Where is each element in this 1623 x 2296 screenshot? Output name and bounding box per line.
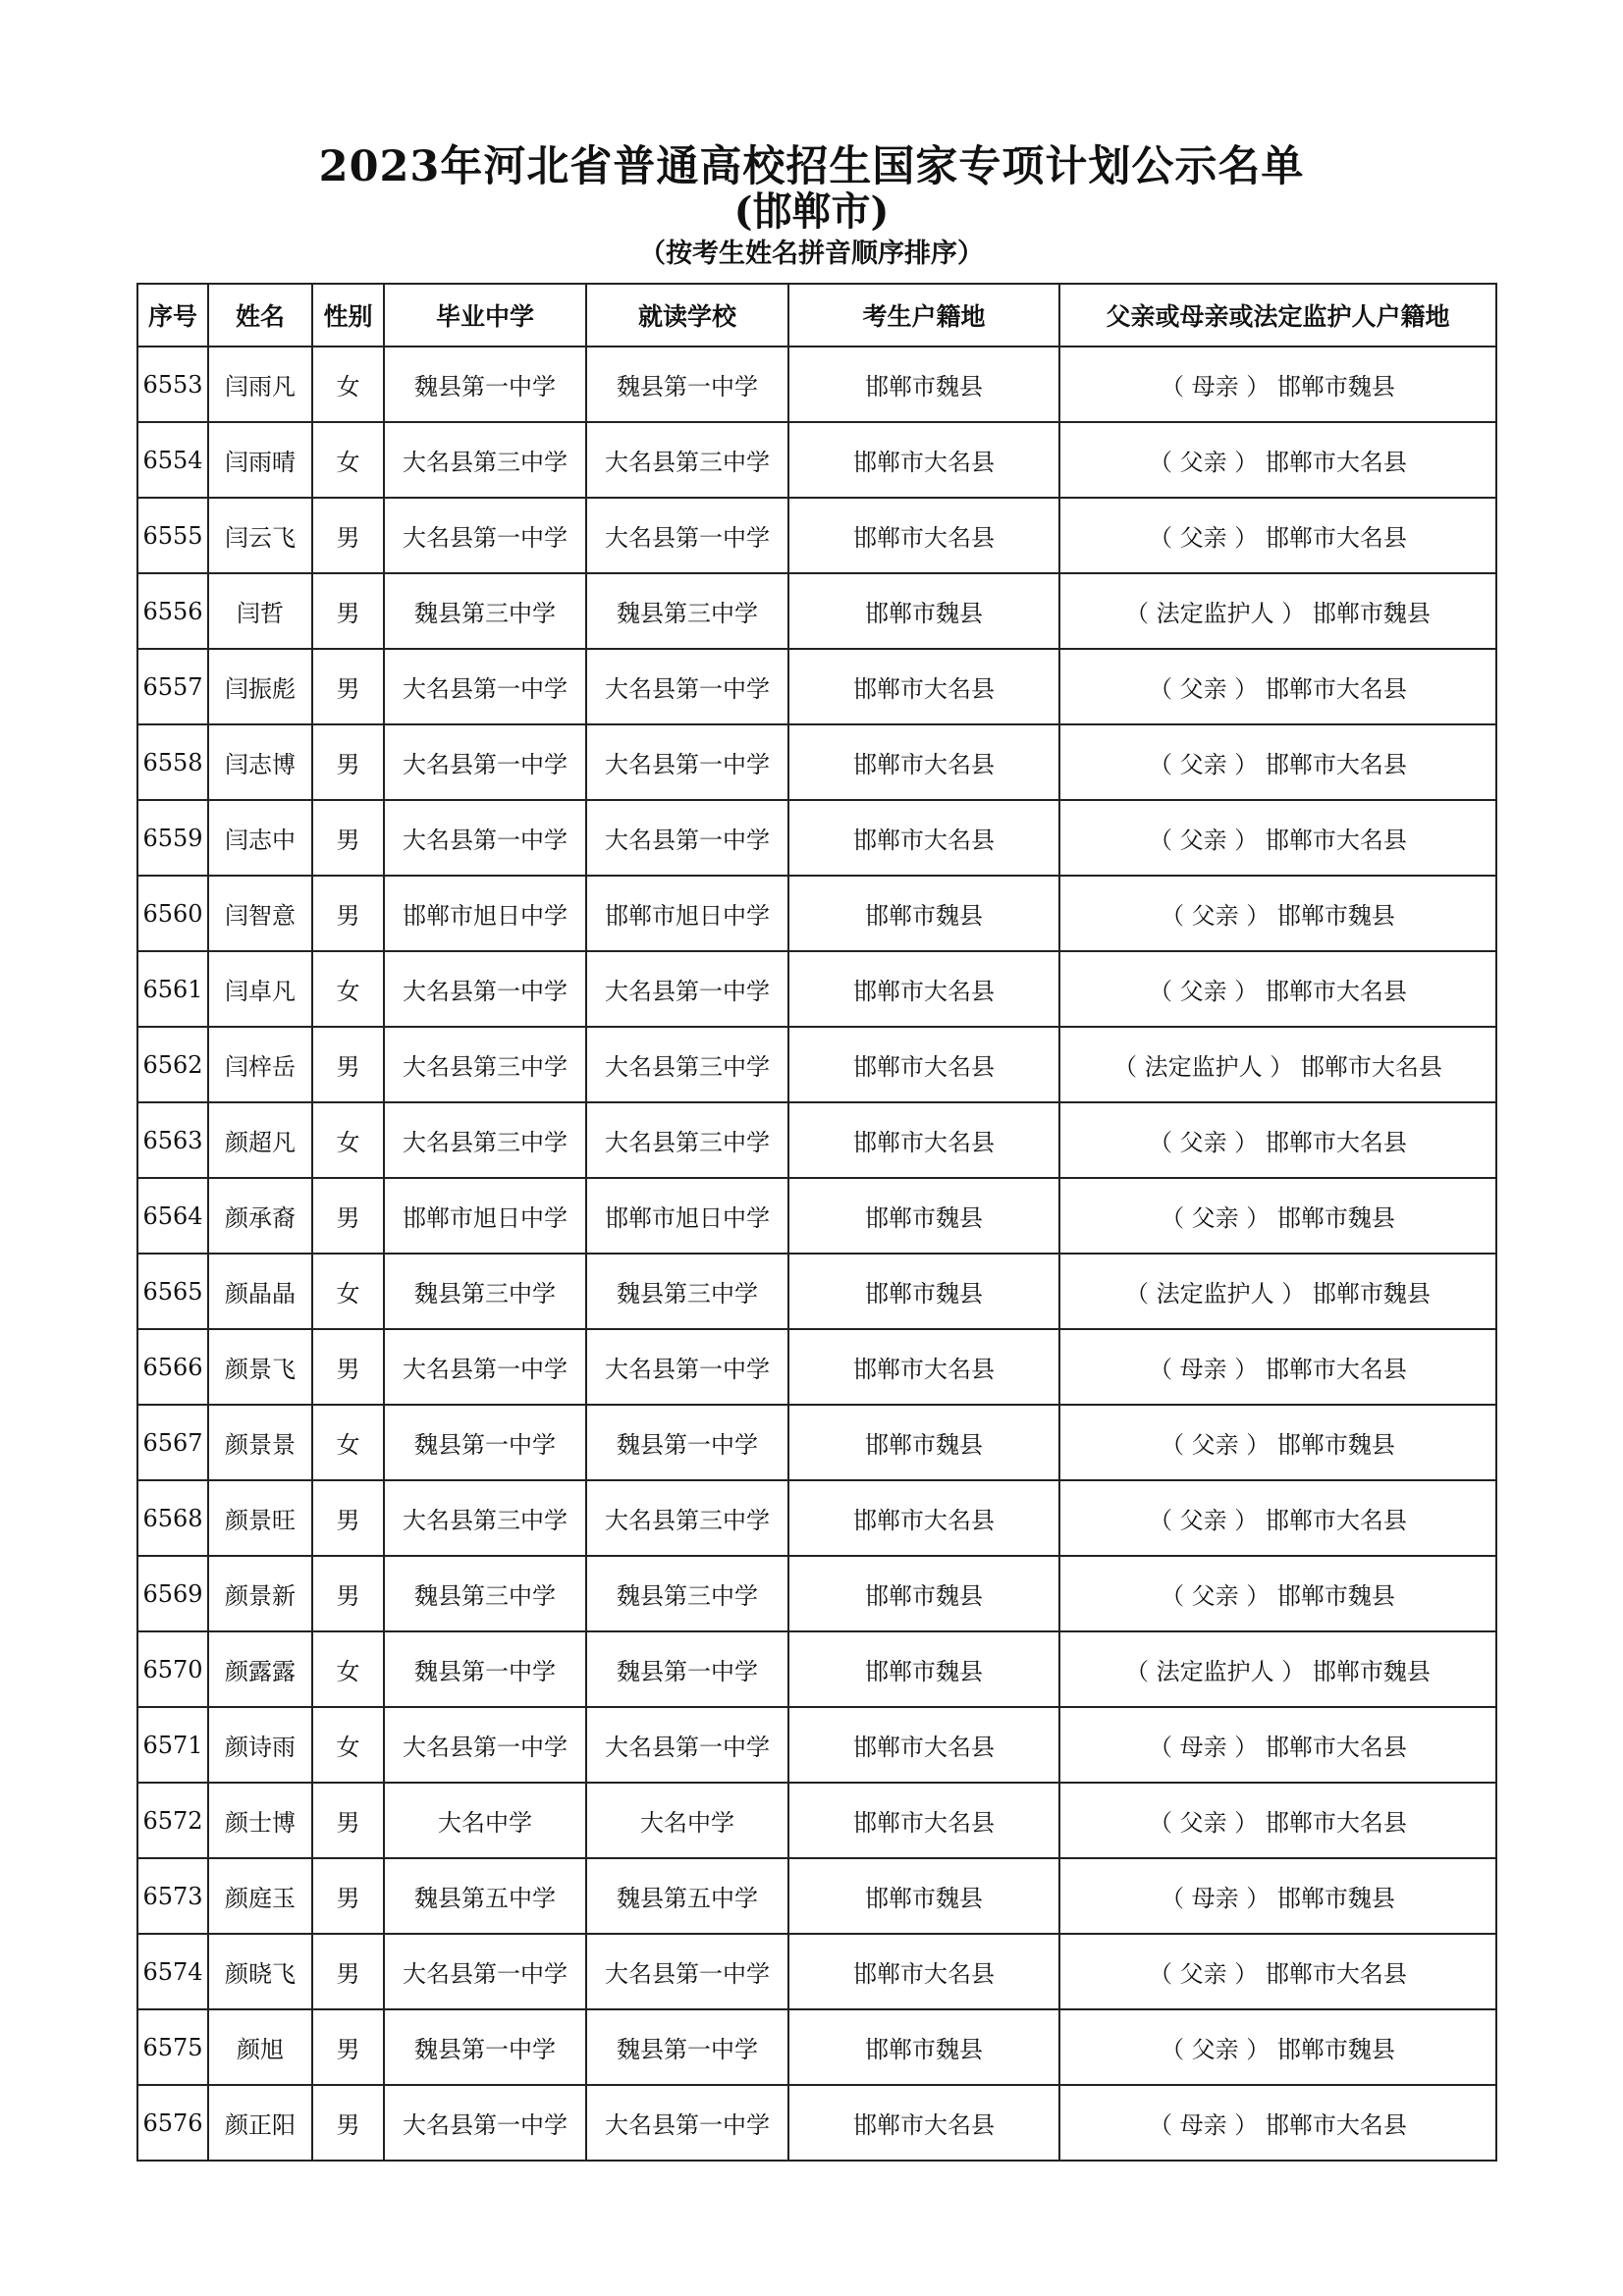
cell-student-hukou: 邯郸市魏县: [788, 347, 1059, 422]
cell-current-school: 魏县第三中学: [586, 1254, 788, 1329]
cell-seq: 6561: [137, 951, 208, 1027]
table-row: [137, 1556, 1496, 1631]
cell-seq: 6574: [137, 1934, 208, 2009]
cell-gender: 男: [312, 498, 384, 573]
cell-gender: 男: [312, 1329, 384, 1405]
cell-graduation-school: 魏县第一中学: [384, 1631, 586, 1707]
cell-name: 颜晶晶: [208, 1254, 312, 1329]
cell-gender: 女: [312, 1102, 384, 1178]
cell-guardian-hukou: （ 母亲 ） 邯郸市魏县: [1059, 1858, 1496, 1934]
table-row: [137, 800, 1496, 876]
table-row: [137, 2009, 1496, 2085]
table-row: [137, 573, 1496, 649]
cell-student-hukou: 邯郸市大名县: [788, 649, 1059, 724]
table-row: [137, 1102, 1496, 1178]
cell-seq: 6572: [137, 1783, 208, 1858]
cell-gender: 女: [312, 951, 384, 1027]
cell-guardian-hukou: （ 父亲 ） 邯郸市大名县: [1059, 1480, 1496, 1556]
cell-current-school: 大名县第一中学: [586, 498, 788, 573]
cell-name: 颜景旺: [208, 1480, 312, 1556]
cell-name: 闫志博: [208, 724, 312, 800]
cell-student-hukou: 邯郸市大名县: [788, 1027, 1059, 1102]
cell-seq: 6554: [137, 422, 208, 498]
cell-graduation-school: 大名县第一中学: [384, 649, 586, 724]
column-header-gender: 性别: [312, 284, 384, 347]
cell-name: 闫梓岳: [208, 1027, 312, 1102]
table-row: [137, 1329, 1496, 1405]
cell-seq: 6569: [137, 1556, 208, 1631]
cell-seq: 6575: [137, 2009, 208, 2085]
cell-name: 闫雨凡: [208, 347, 312, 422]
cell-gender: 女: [312, 1631, 384, 1707]
cell-student-hukou: 邯郸市大名县: [788, 800, 1059, 876]
column-header-seq: 序号: [137, 284, 208, 347]
table-row: [137, 1178, 1496, 1254]
cell-current-school: 大名县第一中学: [586, 800, 788, 876]
cell-guardian-hukou: （ 父亲 ） 邯郸市大名县: [1059, 1934, 1496, 2009]
cell-student-hukou: 邯郸市大名县: [788, 1480, 1059, 1556]
cell-gender: 男: [312, 1783, 384, 1858]
table-row: [137, 649, 1496, 724]
cell-student-hukou: 邯郸市魏县: [788, 1254, 1059, 1329]
cell-current-school: 魏县第五中学: [586, 1858, 788, 1934]
cell-gender: 男: [312, 573, 384, 649]
table-row: [137, 347, 1496, 422]
column-header-current-school: 就读学校: [586, 284, 788, 347]
cell-graduation-school: 魏县第一中学: [384, 347, 586, 422]
cell-name: 颜士博: [208, 1783, 312, 1858]
cell-guardian-hukou: （ 父亲 ） 邯郸市魏县: [1059, 2009, 1496, 2085]
column-header-graduation-school: 毕业中学: [384, 284, 586, 347]
cell-name: 闫云飞: [208, 498, 312, 573]
cell-name: 颜景景: [208, 1405, 312, 1480]
cell-student-hukou: 邯郸市大名县: [788, 498, 1059, 573]
cell-guardian-hukou: （ 母亲 ） 邯郸市魏县: [1059, 347, 1496, 422]
cell-guardian-hukou: （ 法定监护人 ） 邯郸市魏县: [1059, 1631, 1496, 1707]
cell-current-school: 大名县第一中学: [586, 1934, 788, 2009]
cell-guardian-hukou: （ 父亲 ） 邯郸市魏县: [1059, 1178, 1496, 1254]
cell-seq: 6565: [137, 1254, 208, 1329]
cell-graduation-school: 大名县第一中学: [384, 1707, 586, 1783]
cell-guardian-hukou: （ 法定监护人 ） 邯郸市大名县: [1059, 1027, 1496, 1102]
cell-student-hukou: 邯郸市大名县: [788, 724, 1059, 800]
cell-guardian-hukou: （ 父亲 ） 邯郸市大名县: [1059, 951, 1496, 1027]
cell-name: 颜景飞: [208, 1329, 312, 1405]
cell-name: 颜超凡: [208, 1102, 312, 1178]
cell-seq: 6567: [137, 1405, 208, 1480]
cell-gender: 男: [312, 1480, 384, 1556]
cell-guardian-hukou: （ 父亲 ） 邯郸市大名县: [1059, 498, 1496, 573]
cell-student-hukou: 邯郸市魏县: [788, 1405, 1059, 1480]
cell-seq: 6562: [137, 1027, 208, 1102]
cell-seq: 6563: [137, 1102, 208, 1178]
cell-seq: 6560: [137, 876, 208, 951]
cell-current-school: 大名县第三中学: [586, 422, 788, 498]
cell-current-school: 大名县第一中学: [586, 1329, 788, 1405]
cell-seq: 6556: [137, 573, 208, 649]
cell-current-school: 大名县第三中学: [586, 1102, 788, 1178]
cell-graduation-school: 大名县第一中学: [384, 2085, 586, 2161]
cell-guardian-hukou: （ 法定监护人 ） 邯郸市魏县: [1059, 1254, 1496, 1329]
cell-guardian-hukou: （ 父亲 ） 邯郸市魏县: [1059, 1556, 1496, 1631]
table-row: [137, 1707, 1496, 1783]
cell-gender: 女: [312, 1405, 384, 1480]
column-header-student-hukou: 考生户籍地: [788, 284, 1059, 347]
cell-guardian-hukou: （ 父亲 ） 邯郸市大名县: [1059, 649, 1496, 724]
cell-graduation-school: 魏县第五中学: [384, 1858, 586, 1934]
column-header-name: 姓名: [208, 284, 312, 347]
cell-name: 颜诗雨: [208, 1707, 312, 1783]
cell-student-hukou: 邯郸市魏县: [788, 876, 1059, 951]
cell-gender: 女: [312, 347, 384, 422]
cell-graduation-school: 大名县第三中学: [384, 1102, 586, 1178]
cell-seq: 6558: [137, 724, 208, 800]
cell-guardian-hukou: （ 母亲 ） 邯郸市大名县: [1059, 1707, 1496, 1783]
cell-gender: 男: [312, 876, 384, 951]
cell-graduation-school: 大名县第三中学: [384, 422, 586, 498]
cell-student-hukou: 邯郸市大名县: [788, 1102, 1059, 1178]
cell-current-school: 魏县第一中学: [586, 1631, 788, 1707]
cell-guardian-hukou: （ 父亲 ） 邯郸市大名县: [1059, 1102, 1496, 1178]
cell-name: 闫智意: [208, 876, 312, 951]
cell-current-school: 大名县第一中学: [586, 649, 788, 724]
cell-current-school: 魏县第一中学: [586, 347, 788, 422]
cell-seq: 6555: [137, 498, 208, 573]
cell-graduation-school: 大名县第一中学: [384, 800, 586, 876]
cell-seq: 6571: [137, 1707, 208, 1783]
cell-name: 闫振彪: [208, 649, 312, 724]
cell-graduation-school: 大名县第一中学: [384, 724, 586, 800]
cell-graduation-school: 魏县第三中学: [384, 1556, 586, 1631]
cell-name: 颜景新: [208, 1556, 312, 1631]
cell-current-school: 大名县第三中学: [586, 1027, 788, 1102]
cell-current-school: 邯郸市旭日中学: [586, 1178, 788, 1254]
cell-graduation-school: 大名县第一中学: [384, 951, 586, 1027]
cell-guardian-hukou: （ 父亲 ） 邯郸市大名县: [1059, 724, 1496, 800]
cell-name: 闫雨晴: [208, 422, 312, 498]
page-subtitle: (邯郸市): [733, 188, 890, 235]
cell-student-hukou: 邯郸市大名县: [788, 951, 1059, 1027]
cell-guardian-hukou: （ 父亲 ） 邯郸市魏县: [1059, 876, 1496, 951]
cell-name: 颜晓飞: [208, 1934, 312, 2009]
cell-graduation-school: 魏县第一中学: [384, 1405, 586, 1480]
cell-graduation-school: 大名县第三中学: [384, 1027, 586, 1102]
cell-current-school: 大名中学: [586, 1783, 788, 1858]
cell-current-school: 魏县第一中学: [586, 2009, 788, 2085]
table-row: [137, 1405, 1496, 1480]
cell-student-hukou: 邯郸市魏县: [788, 2009, 1059, 2085]
table-row: [137, 1783, 1496, 1858]
cell-name: 颜露露: [208, 1631, 312, 1707]
cell-gender: 男: [312, 724, 384, 800]
cell-gender: 男: [312, 2085, 384, 2161]
cell-current-school: 魏县第一中学: [586, 1405, 788, 1480]
cell-graduation-school: 大名县第三中学: [384, 1480, 586, 1556]
cell-student-hukou: 邯郸市大名县: [788, 1934, 1059, 2009]
cell-name: 闫卓凡: [208, 951, 312, 1027]
cell-guardian-hukou: （ 父亲 ） 邯郸市大名县: [1059, 800, 1496, 876]
cell-seq: 6553: [137, 347, 208, 422]
cell-guardian-hukou: （ 法定监护人 ） 邯郸市魏县: [1059, 573, 1496, 649]
cell-graduation-school: 魏县第三中学: [384, 573, 586, 649]
cell-student-hukou: 邯郸市大名县: [788, 1707, 1059, 1783]
cell-student-hukou: 邯郸市大名县: [788, 1329, 1059, 1405]
cell-seq: 6559: [137, 800, 208, 876]
cell-graduation-school: 魏县第一中学: [384, 2009, 586, 2085]
cell-student-hukou: 邯郸市魏县: [788, 573, 1059, 649]
cell-seq: 6566: [137, 1329, 208, 1405]
cell-gender: 男: [312, 1027, 384, 1102]
cell-graduation-school: 邯郸市旭日中学: [384, 1178, 586, 1254]
cell-gender: 男: [312, 649, 384, 724]
cell-guardian-hukou: （ 母亲 ） 邯郸市大名县: [1059, 2085, 1496, 2161]
cell-graduation-school: 魏县第三中学: [384, 1254, 586, 1329]
cell-graduation-school: 大名县第一中学: [384, 498, 586, 573]
cell-name: 颜正阳: [208, 2085, 312, 2161]
cell-current-school: 大名县第一中学: [586, 951, 788, 1027]
cell-name: 颜旭: [208, 2009, 312, 2085]
roster-table: [136, 283, 1497, 2162]
column-header-guardian-hukou: 父亲或母亲或法定监护人户籍地: [1059, 284, 1496, 347]
cell-seq: 6570: [137, 1631, 208, 1707]
cell-gender: 男: [312, 1178, 384, 1254]
cell-seq: 6576: [137, 2085, 208, 2161]
table-body: [137, 347, 1496, 2161]
cell-graduation-school: 大名县第一中学: [384, 1934, 586, 2009]
cell-gender: 男: [312, 800, 384, 876]
cell-guardian-hukou: （ 母亲 ） 邯郸市大名县: [1059, 1329, 1496, 1405]
cell-current-school: 大名县第一中学: [586, 1707, 788, 1783]
cell-current-school: 邯郸市旭日中学: [586, 876, 788, 951]
table-row: [137, 876, 1496, 951]
cell-seq: 6568: [137, 1480, 208, 1556]
table-row: [137, 1858, 1496, 1934]
cell-current-school: 大名县第一中学: [586, 2085, 788, 2161]
cell-guardian-hukou: （ 父亲 ） 邯郸市大名县: [1059, 1783, 1496, 1858]
cell-current-school: 魏县第三中学: [586, 573, 788, 649]
cell-name: 闫志中: [208, 800, 312, 876]
table-row: [137, 951, 1496, 1027]
cell-student-hukou: 邯郸市魏县: [788, 1556, 1059, 1631]
cell-student-hukou: 邯郸市魏县: [788, 1178, 1059, 1254]
cell-student-hukou: 邯郸市大名县: [788, 1783, 1059, 1858]
cell-gender: 男: [312, 1858, 384, 1934]
cell-current-school: 魏县第三中学: [586, 1556, 788, 1631]
cell-gender: 女: [312, 422, 384, 498]
cell-student-hukou: 邯郸市大名县: [788, 422, 1059, 498]
cell-gender: 男: [312, 1934, 384, 2009]
cell-gender: 男: [312, 1556, 384, 1631]
cell-gender: 男: [312, 2009, 384, 2085]
cell-name: 闫哲: [208, 573, 312, 649]
cell-student-hukou: 邯郸市魏县: [788, 1858, 1059, 1934]
page-title: 2023年河北省普通高校招生国家专项计划公示名单: [318, 142, 1305, 191]
cell-graduation-school: 邯郸市旭日中学: [384, 876, 586, 951]
table-row: [137, 1480, 1496, 1556]
table-row: [137, 724, 1496, 800]
table-header-row: [137, 284, 1496, 347]
cell-current-school: 大名县第一中学: [586, 724, 788, 800]
cell-name: 颜庭玉: [208, 1858, 312, 1934]
cell-seq: 6557: [137, 649, 208, 724]
table-row: [137, 2085, 1496, 2161]
cell-student-hukou: 邯郸市魏县: [788, 1631, 1059, 1707]
cell-seq: 6573: [137, 1858, 208, 1934]
cell-gender: 女: [312, 1707, 384, 1783]
cell-graduation-school: 大名县第一中学: [384, 1329, 586, 1405]
table-row: [137, 1027, 1496, 1102]
table-row: [137, 498, 1496, 573]
table-row: [137, 422, 1496, 498]
cell-graduation-school: 大名中学: [384, 1783, 586, 1858]
cell-guardian-hukou: （ 父亲 ） 邯郸市魏县: [1059, 1405, 1496, 1480]
cell-student-hukou: 邯郸市大名县: [788, 2085, 1059, 2161]
table-row: [137, 1631, 1496, 1707]
cell-gender: 女: [312, 1254, 384, 1329]
cell-name: 颜承裔: [208, 1178, 312, 1254]
cell-guardian-hukou: （ 父亲 ） 邯郸市大名县: [1059, 422, 1496, 498]
table-row: [137, 1254, 1496, 1329]
table-row: [137, 1934, 1496, 2009]
cell-current-school: 大名县第三中学: [586, 1480, 788, 1556]
sort-note: （按考生姓名拼音顺序排序）: [639, 239, 984, 269]
cell-seq: 6564: [137, 1178, 208, 1254]
